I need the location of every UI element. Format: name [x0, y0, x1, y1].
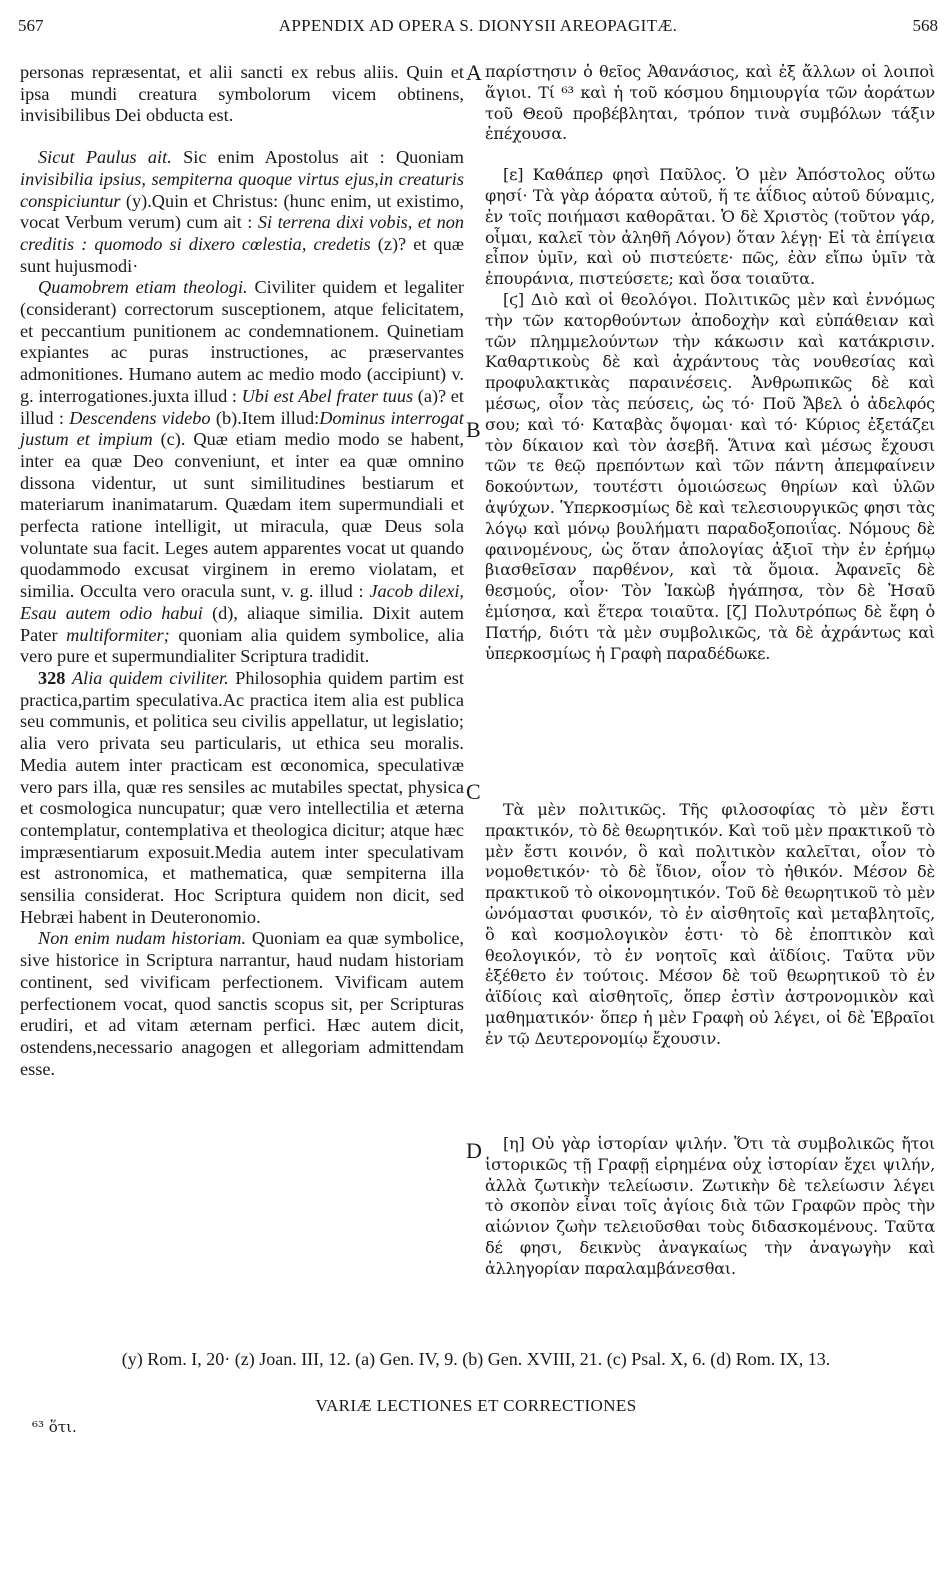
latin-paragraph: Non enim nudam historiam. Quoniam ea quæ symbolice, sive historice in Scriptura narrantur, haud nudam historiam continent, sed vivificam perfectionem. Vivificam autem perfectionem vocat, quod sanctis scopus sit, per Scripturas erudiri, et ad vitam æternam perfici. Hæc autem dicit, ostendens,necessario anagogen et allegoriam admittendam esse.	[20, 928, 465, 1079]
marker-a: A	[466, 60, 482, 85]
lemma: Non enim nudam historiam.	[38, 928, 247, 949]
greek-paragraph: [ε] Καθάπερ φησὶ Παῦλος. Ὁ μὲν Ἀπόστολος οὕτω φησί· Τὰ γὰρ ἀόρατα αὐτοῦ, ἥ τε ἀΐδιος αὐτοῦ δύναμις, ἐν τοῖς ποιήμασι καθορᾶται. Ὁ δὲ Χριστὸς (τοῦτον γάρ, οἶμαι, καλεῖ τὸν ἀληθῆ Λόγον) ὅταν λέγῃ· Εἰ τὰ ἐπίγεια εἶπον ὑμῖν, καὶ οὐ πιστεύετε· πῶς, ἐὰν εἴπω ὑμῖν τὰ ἐπουράνια, πιστεύσετε; καὶ ὅσα τοιαῦτα.	[485, 165, 935, 289]
variant-note: ⁶³ ὅτι.	[32, 1418, 77, 1436]
marker-b: B	[466, 417, 481, 442]
marker-d: D	[466, 1138, 482, 1163]
page-number-left: 567	[18, 16, 44, 35]
lemma: Quamobrem etiam theologi.	[38, 277, 248, 298]
greek-column-d	[485, 1134, 935, 1280]
latin-paragraph: Sicut Paulus ait. Sic enim Apostolus ait : Quoniam invisibilia ipsius, sempiterna quoque virtus ejus,in creaturis conspiciuntur (y).Quin et Christus: (hunc enim, ut existimo, vocat Verbum verum) cum ait : Si terrena dixi vobis, et non creditis : quomodo si dixero cœlestia, credetis (z)? et quæ sunt hujusmodi·	[20, 147, 464, 276]
greek-paragraph: παρίστησιν ὁ θεῖος Ἀθανάσιος, καὶ ἐξ ἄλλων οἱ λοιποὶ ἅγιοι. Τί ⁶³ καὶ ἡ τοῦ κόσμου δημιουργία τῶν ἀοράτων τοῦ Θεοῦ προβέβληται, τρόπον τινὰ συμβόλων τάξιν ἐπέχουσα.	[485, 62, 935, 144]
marker-c: C	[466, 779, 481, 804]
greek-paragraph: [ϛ] Διὸ καὶ οἱ θεολόγοι. Πολιτικῶς μὲν καὶ ἐννόμως τὴν τῶν κατορθούντων ἀποδοχὴν καὶ εὐπάθειαν καὶ τῶν πλημμελούντων τὴν κάκωσιν καὶ κατάκρισιν. Καθαρτικοὺς δὲ καὶ ἀχράντους τὰς νουθεσίας καὶ προφυλακτικὰς παραινέσεις. Ἀνθρωπικῶς δὲ καὶ μέσως, οἷον τὰς πεύσεις, ὡς τό· Ποῦ Ἄβελ ὁ ἀδελφός σου; καὶ τό· Καταβὰς ὄψομαι· καὶ τό· Κύριος ἐξετάζει τὸν δίκαιον καὶ τὸν ἀσεβῆ. Ἅτινα καὶ μέσως ἔχουσι τῶν τε θεῷ πρεπόντων καὶ τῶν πάντη ἀπεμφαίνειν δοκούντων, τουτέστι ὁμοιώσεως θηρίων καὶ ὑλῶν ἀψύχων. Ὑπερκοσμίως δὲ καὶ τελεσιουργικῶς φησι τὰς λόγῳ καὶ μόνῳ βουλήματι παραδοξοποιΐας. Νόμους δὲ φαινομένους, ὡς ὅταν ἀπολογίας ἀξιοῖ τὴν ἐν ἐρήμῳ βιασθεῖσαν παρθένον, καὶ τὰ ὅμοια. Ἀφανεῖς δὲ θεσμούς, οἷον· Τὸν Ἰακὼβ ἠγάπησα, τὸν δὲ Ἠσαῦ ἐμίσησα, καὶ ἕτερα τοιαῦτα. [ζ] Πολυτρόπως δὲ ἔφη ὁ Πατήρ, διότι τὰ μὲν συμβολικῶς, τὰ δὲ ἀχράντως καὶ ὑπερκοσμίως ἡ Γραφὴ παραδέδωκε.	[485, 289, 935, 663]
footnotes: (y) Rom. I, 20· (z) Joan. III, 12. (a) Gen. IV, 9. (b) Gen. XVIII, 21. (c) Psal. X, 6. (d) Rom. IX, 13.	[121, 1349, 831, 1369]
latin-paragraph: Quamobrem etiam theologi. Civiliter quidem et legaliter (considerant) correctorum susceptionem, atque felicitatem, et peccantium punitionem ac condemnationem. Quinetiam expiantes ac puras instructiones, ac præservantes admonitiones. Humano autem ac medio modo (accipiunt) v. g. interrogationes.juxta illud : Ubi est Abel frater tuus (a)? et illud : Descendens videbo (b).Item illud:Dominus interrogat justum et impium (c). Quæ etiam medio modo se habent, inter ea quæ Deo conveniunt, et inter ea quæ omnino dissona videntur, ut sunt similitudines bestiarum et materiarum inanimatarum. Quædam item supermundiali et perfecta ratione intelligit, ut miracula, quæ Deus sola voluntate sua facit. Leges autem apparentes vocat ut quando quodammodo excusat virginem in eremo violatam, et similia. Occulta vero oracula sunt, v. g. illud : Jacob dilexi, Esau autem odio habui (d), aliaque similia. Dixit autem Pater multiformiter; quoniam alia quidem symbolice, alia vero pure et supermundialiter Scriptura tradidit.	[20, 277, 465, 667]
running-head: APPENDIX AD OPERA S. DIONYSII AREOPAGITÆ.	[278, 16, 678, 35]
lemma: Sicut Paulus ait.	[38, 147, 172, 168]
page-number-right: 568	[912, 16, 938, 35]
variae-heading: VARIÆ LECTIONES ET CORRECTIONES	[315, 1396, 637, 1415]
greek-paragraph: [η] Οὐ γὰρ ἱστορίαν ψιλήν. Ὅτι τὰ συμβολικῶς ἤτοι ἱστορικῶς τῇ Γραφῇ εἰρημένα οὐχ ἱστορίαν ἔχει ψιλήν, ἀλλὰ ζωτικὴν τελείωσιν. Ζωτικὴν δὲ τελείωσιν λέγει τὸ σκοπὸν εἶναι τοῖς ἁγίοις διὰ τῶν Γραφῶν πρὸς τὴν αἰώνιον ζωὴν τελειοῦσθαι τοὺς διδασκομένους. Ταῦτα δέ φησι, δεικνὺς ἀναγκαίως τὴν ἀναγωγὴν καὶ ἀλληγορίαν παραλαμβάνεσθαι.	[485, 1134, 935, 1278]
latin-column	[20, 62, 464, 1080]
latin-paragraph: 328 Alia quidem civiliter. Philosophia quidem partim est practica,partim speculativa.Ac practica item alia est publica seu communis, et politica seu civilis appellatur, ut legislatio; alia vero privata seu particularis, ut ethica seu moralis. Media autem inter practicam est œconomica, speculativæ vero pars illa, quæ res sensiles ac mutabiles spectat, physica et cosmologica nuncupatur; quæ vero intellectilia et æterna contemplatur, contemplativa et theologica dicitur; atque hæc impræsentiarum exposuit.Media autem inter speculativam est astronomica, et mathematica, quæ sempiterna illa sensilia considerat. Hoc Scriptura quidem non dicit, sed Hebræi habent in Deuteronomio.	[20, 667, 464, 927]
latin-paragraph: personas repræsentat, et alii sancti ex rebus aliis. Quin et ipsa mundi creatura symbolorum vicem obtinens, invisibilibus Dei obducta est.	[20, 62, 464, 126]
page-header	[18, 12, 938, 38]
greek-column	[485, 62, 935, 664]
section-number: 328	[38, 667, 66, 688]
greek-column-c	[485, 800, 935, 1050]
greek-paragraph: Τὰ μὲν πολιτικῶς. Τῆς φιλοσοφίας τὸ μὲν ἔστι πρακτικόν, τὸ δὲ θεωρητικόν. Καὶ τοῦ μὲν πρακτικοῦ τὸ μὲν ἔστι κοινόν, ὃ καὶ πολιτικὸν καλεῖται, οἷον τὸ νομοθετικόν· τὸ δὲ ἴδιον, οἷον τὸ ἠθικόν. Μέσον δὲ πρακτικοῦ τὸ οἰκονομητικόν. Τοῦ δὲ θεωρητικοῦ τὸ μὲν ὠνόμασται φυσικόν, τὸ ἐν αἰσθητοῖς καὶ μεταβλητοῖς, ὃ καὶ κοσμολογικὸν ἐστι· τὸ δὲ ἐποπτικὸν καὶ θεολογικόν, τὸ ἐν νοητοῖς καὶ ἀϊδίοις. Ταῦτα νῦν ἐξέθετο ἐν τούτοις. Μέσον δὲ τοῦ θεωρητικοῦ τὸ ἐν ἀϊδίοις καὶ αἰσθητοῖς, ὅπερ ἐστὶν ἀστρονομικὸν καὶ μαθηματικόν· ὅπερ ἡ μὲν Γραφὴ οὐ λέγει, οἱ δὲ Ἑβραῖοι ἐν τῷ Δευτερονομίῳ ἔχουσιν.	[485, 800, 935, 1048]
lemma: Alia quidem civiliter.	[71, 667, 229, 688]
